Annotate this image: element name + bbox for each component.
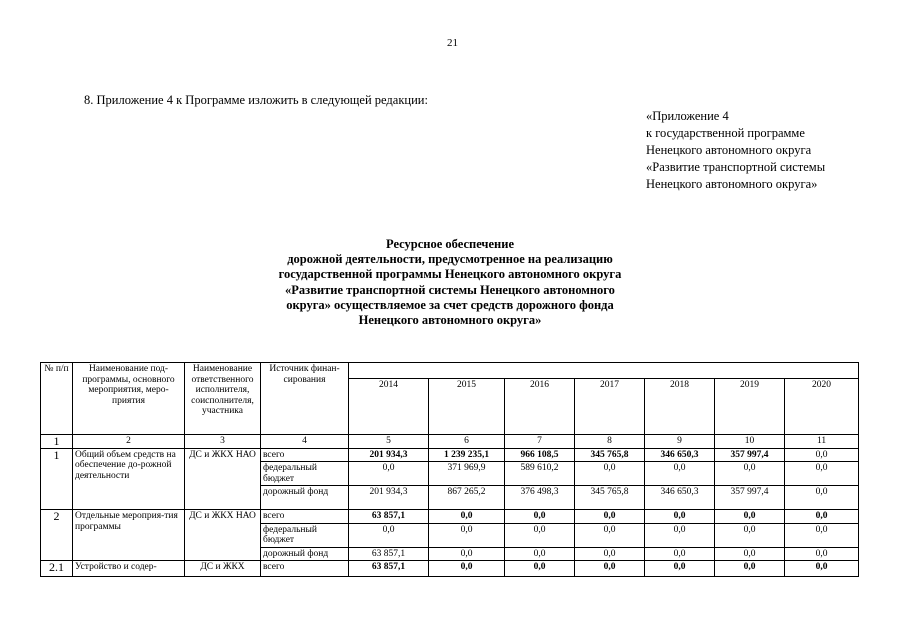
annex-line: Ненецкого автономного округа» xyxy=(646,177,818,191)
header-executor: Наименование ответственного исполнителя, соисполнителя, участника xyxy=(185,363,261,435)
header-source: Источник финан-сирования xyxy=(261,363,349,435)
column-number: 3 xyxy=(185,435,261,449)
column-number: 8 xyxy=(575,435,645,449)
cell-value: 966 108,5 xyxy=(505,448,575,462)
cell-value: 0,0 xyxy=(575,462,645,486)
cell-value: 0,0 xyxy=(429,547,505,561)
table-row xyxy=(41,510,859,524)
cell-value: 0,0 xyxy=(715,547,785,561)
cell-value: 867 265,2 xyxy=(429,486,505,510)
row-num: 2.1 xyxy=(41,561,73,577)
cell-value: 0,0 xyxy=(715,561,785,577)
cell-value: 0,0 xyxy=(785,510,859,524)
cell-value: 0,0 xyxy=(785,448,859,462)
cell-value: 357 997,4 xyxy=(715,448,785,462)
header-year: 2016 xyxy=(505,379,575,435)
row-executor: ДС и ЖКХ xyxy=(185,561,261,577)
header-year: 2015 xyxy=(429,379,505,435)
title-line: Ресурсное обеспечение xyxy=(385,237,514,251)
column-number: 11 xyxy=(785,435,859,449)
column-number: 2 xyxy=(73,435,185,449)
cell-value: 0,0 xyxy=(575,561,645,577)
row-source: всего xyxy=(261,510,349,524)
header-year: 2018 xyxy=(645,379,715,435)
cell-value: 0,0 xyxy=(645,523,715,547)
title-line: дорожной деятельности, предусмотренное на реализацию xyxy=(287,252,613,267)
annex-line: к государственной программе xyxy=(646,126,805,140)
header-num: № п/п xyxy=(41,363,73,435)
cell-value: 0,0 xyxy=(715,523,785,547)
column-number: 4 xyxy=(261,435,349,449)
annex-line: Ненецкого автономного округа xyxy=(646,143,812,157)
cell-value: 0,0 xyxy=(645,462,715,486)
header-year: 2019 xyxy=(715,379,785,435)
cell-value: 0,0 xyxy=(645,510,715,524)
cell-value: 0,0 xyxy=(785,561,859,577)
row-source: всего xyxy=(261,561,349,577)
row-source: дорожный фонд xyxy=(261,486,349,510)
row-executor: ДС и ЖКХ НАО xyxy=(185,448,261,510)
cell-value: 345 765,8 xyxy=(575,486,645,510)
column-number: 7 xyxy=(505,435,575,449)
cell-value: 0,0 xyxy=(645,547,715,561)
row-source: всего xyxy=(261,448,349,462)
cell-value: 0,0 xyxy=(505,523,575,547)
row-num: 1 xyxy=(41,448,73,510)
title-line: «Развитие транспортной системы Ненецкого автономного xyxy=(285,282,615,297)
row-source: дорожный фонд xyxy=(261,547,349,561)
annex-line: «Развитие транспортной системы xyxy=(646,160,826,174)
cell-value: 0,0 xyxy=(575,547,645,561)
row-source: федеральный бюджет xyxy=(261,462,349,486)
header-year: 2020 xyxy=(785,379,859,435)
annex-line: «Приложение 4 xyxy=(646,109,729,123)
row-num: 2 xyxy=(41,510,73,561)
cell-value: 345 765,8 xyxy=(575,448,645,462)
column-number: 6 xyxy=(429,435,505,449)
cell-value: 376 498,3 xyxy=(505,486,575,510)
cell-value: 1 239 235,1 xyxy=(429,448,505,462)
cell-value: 0,0 xyxy=(715,462,785,486)
resource-table xyxy=(40,362,859,577)
cell-value: 0,0 xyxy=(575,510,645,524)
column-numbers-row xyxy=(41,435,859,449)
page-number: 21 xyxy=(447,37,458,49)
cell-value: 201 934,3 xyxy=(349,448,429,462)
cell-value: 63 857,1 xyxy=(349,561,429,577)
cell-value: 0,0 xyxy=(785,462,859,486)
document-title xyxy=(200,237,700,328)
row-name: Общий объем средств на обеспечение до-рожной деятельности xyxy=(73,448,185,510)
cell-value: 0,0 xyxy=(505,561,575,577)
title-line: государственной программы Ненецкого автономного округа xyxy=(278,267,622,282)
row-executor: ДС и ЖКХ НАО xyxy=(185,510,261,561)
cell-value: 201 934,3 xyxy=(349,486,429,510)
intro-text: 8. Приложение 4 к Программе изложить в следующей редакции: xyxy=(84,93,428,107)
cell-value: 357 997,4 xyxy=(715,486,785,510)
cell-value: 0,0 xyxy=(429,510,505,524)
cell-value: 0,0 xyxy=(645,561,715,577)
cell-value: 346 650,3 xyxy=(645,448,715,462)
title-line: округа» осуществляемое за счет средств дорожного фонда xyxy=(286,297,614,312)
cell-value: 0,0 xyxy=(785,523,859,547)
row-name: Устройство и содер- xyxy=(73,561,185,577)
header-year: 2017 xyxy=(575,379,645,435)
column-number: 9 xyxy=(645,435,715,449)
cell-value: 0,0 xyxy=(429,561,505,577)
table-header-row xyxy=(41,363,859,379)
cell-value: 0,0 xyxy=(505,547,575,561)
column-number: 5 xyxy=(349,435,429,449)
cell-value: 0,0 xyxy=(429,523,505,547)
cell-value: 346 650,3 xyxy=(645,486,715,510)
title-line: Ненецкого автономного округа» xyxy=(358,313,542,328)
header-year: 2014 xyxy=(349,379,429,435)
cell-value: 0,0 xyxy=(785,547,859,561)
annex-note xyxy=(646,108,825,193)
column-number: 10 xyxy=(715,435,785,449)
cell-value: 371 969,9 xyxy=(429,462,505,486)
header-name: Наименование под-программы, основного мероприятия, меро-приятия xyxy=(73,363,185,435)
row-source: федеральный бюджет xyxy=(261,523,349,547)
cell-value: 0,0 xyxy=(349,462,429,486)
cell-value: 63 857,1 xyxy=(349,547,429,561)
header-years-group xyxy=(349,363,859,379)
cell-value: 0,0 xyxy=(505,510,575,524)
cell-value: 0,0 xyxy=(575,523,645,547)
table-row xyxy=(41,448,859,462)
row-name: Отдельные мероприя-тия программы xyxy=(73,510,185,561)
cell-value: 0,0 xyxy=(715,510,785,524)
cell-value: 0,0 xyxy=(785,486,859,510)
column-number: 1 xyxy=(41,435,73,449)
cell-value: 63 857,1 xyxy=(349,510,429,524)
cell-value: 589 610,2 xyxy=(505,462,575,486)
table-row xyxy=(41,561,859,577)
cell-value: 0,0 xyxy=(349,523,429,547)
